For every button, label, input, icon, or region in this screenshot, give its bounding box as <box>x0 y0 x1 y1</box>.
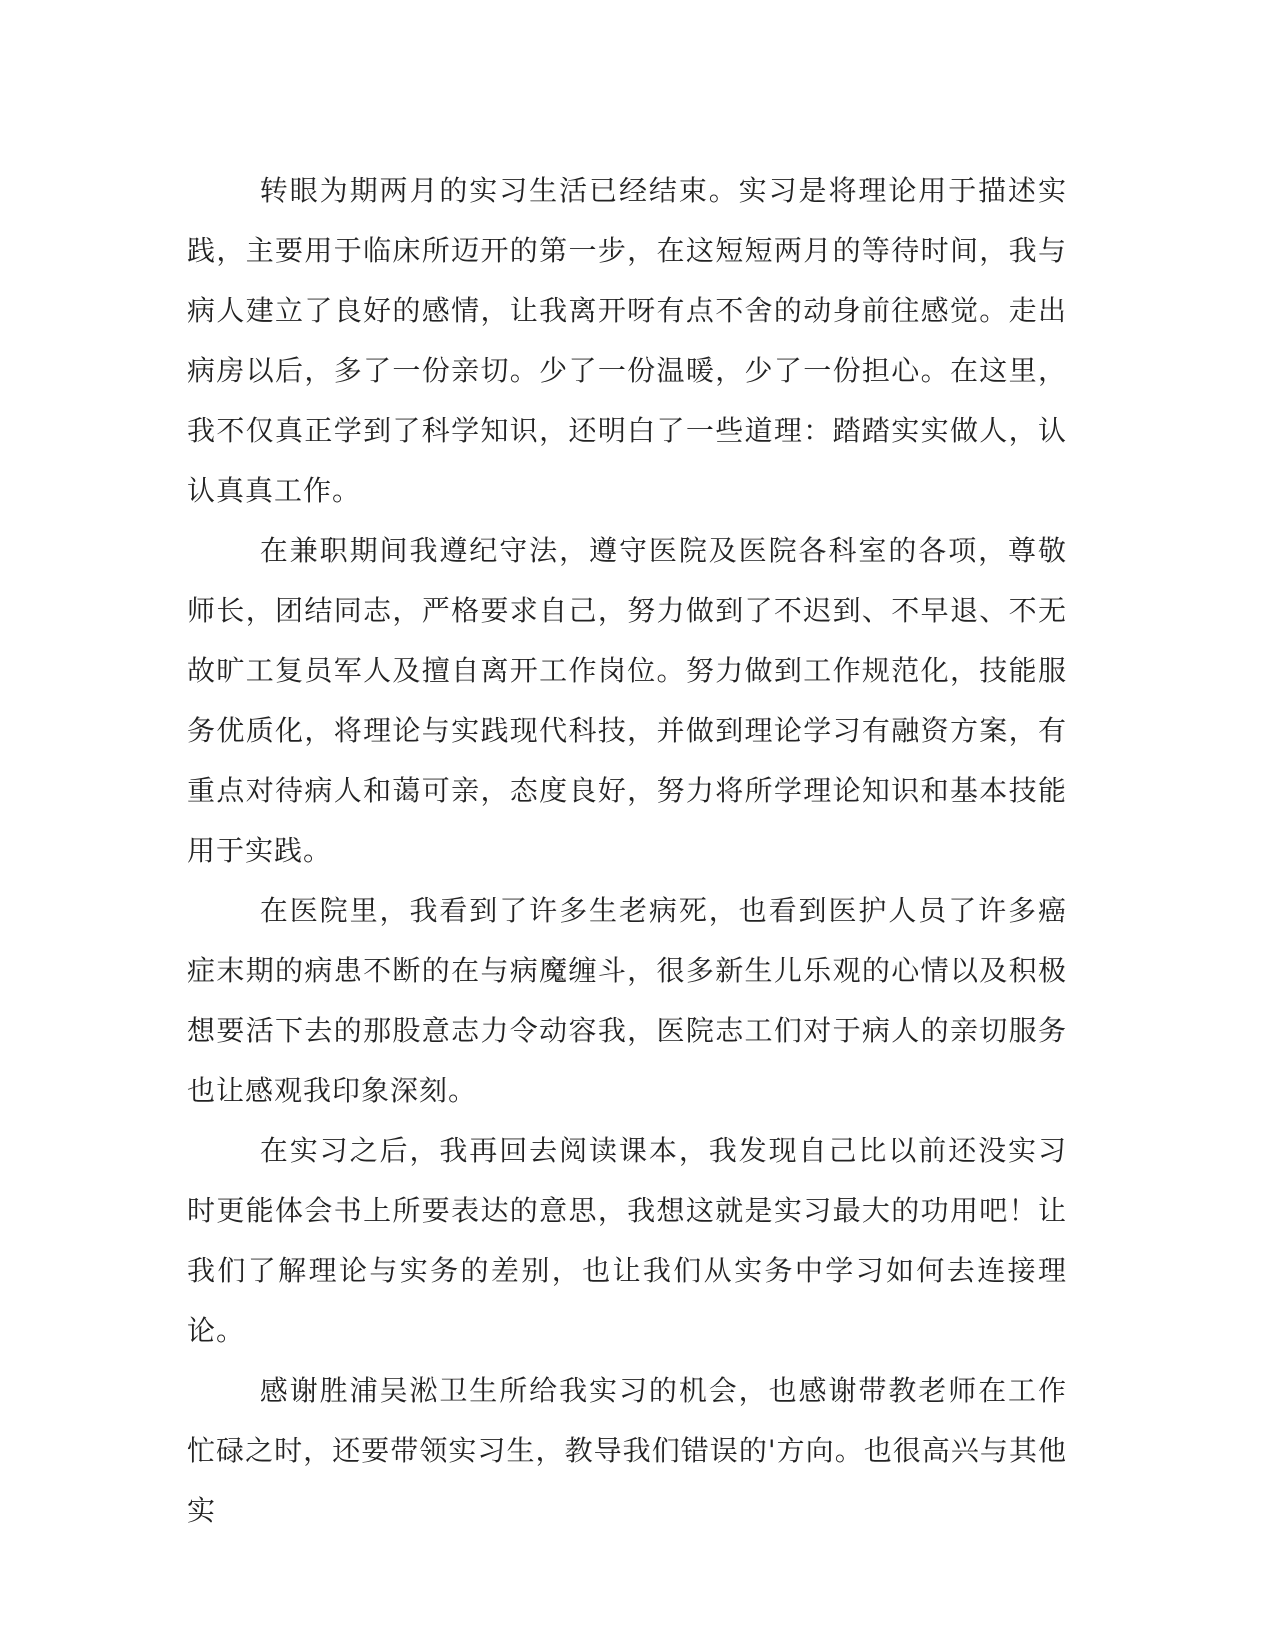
paragraph-1: 转眼为期两月的实习生活已经结束。实习是将理论用于描述实践，主要用于临床所迈开的第一步，在这短短两月的等待时间，我与病人建立了良好的感情，让我离开呀有点不舍的动身前往感觉。走出病房以后，多了一份亲切。少了一份温暖，少了一份担心。在这里，我不仅真正学到了科学知识，还明白了一些道理：踏踏实实做人，认认真真工作。 <box>187 174 1067 507</box>
paragraph-2: 在兼职期间我遵纪守法，遵守医院及医院各科室的各项，尊敬师长，团结同志，严格要求自己，努力做到了不迟到、不早退、不无故旷工复员军人及擅自离开工作岗位。努力做到工作规范化，技能服务优质化，将理论与实践现代科技，并做到理论学习有融资方案，有重点对待病人和蔼可亲，态度良好，努力将所学理论知识和基本技能用于实践。 <box>187 534 1067 867</box>
document-body <box>187 161 1067 1541</box>
paragraph-5: 感谢胜浦吴淞卫生所给我实习的机会，也感谢带教老师在工作忙碌之时，还要带领实习生，教导我们错误的'方向。也很高兴与其他实 <box>187 1374 1067 1527</box>
paragraph-4: 在实习之后，我再回去阅读课本，我发现自己比以前还没实习时更能体会书上所要表达的意思，我想这就是实习最大的功用吧！让我们了解理论与实务的差别，也让我们从实务中学习如何去连接理论。 <box>187 1134 1067 1347</box>
paragraph-3: 在医院里，我看到了许多生老病死，也看到医护人员了许多癌症末期的病患不断的在与病魔缠斗，很多新生儿乐观的心情以及积极想要活下去的那股意志力令动容我，医院志工们对于病人的亲切服务也让感观我印象深刻。 <box>187 894 1067 1107</box>
